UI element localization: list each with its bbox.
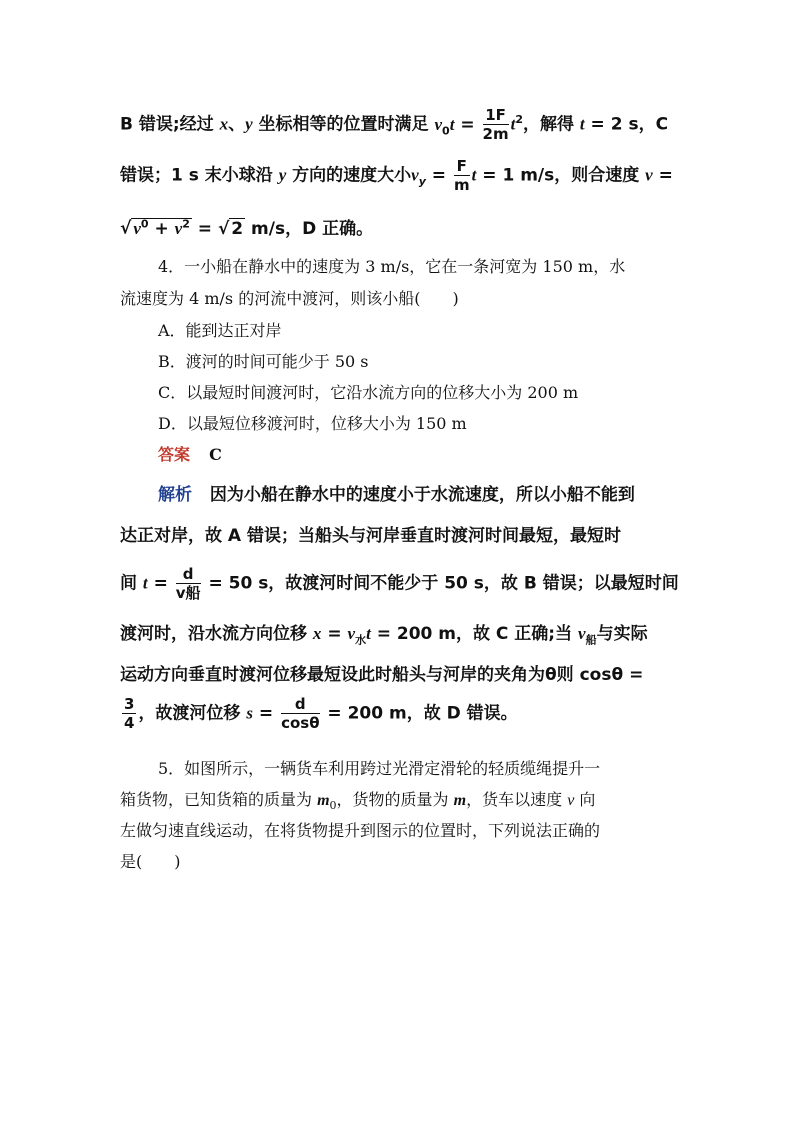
text: ，货车以速度: [466, 790, 568, 809]
q4-answer: [158, 442, 222, 465]
var-y: y: [278, 165, 287, 185]
denominator: m: [453, 176, 470, 194]
text: 因为小船在静水中的速度小于水流速度，所以小船不能到: [209, 485, 635, 505]
text: = 2 s，C: [584, 114, 669, 135]
q4-option-d: D．以最短位移渡河时，位移大小为 150 m: [158, 414, 467, 433]
var-x: x: [219, 114, 229, 134]
text: m/s，D 正确。: [251, 219, 374, 239]
numerator: 1F: [483, 106, 509, 125]
text: = 200 m，故 C 正确;当: [370, 624, 579, 644]
text: 渡河时，沿水流方向位移: [120, 624, 313, 644]
fraction: [122, 695, 136, 732]
q4-explain-line-2: 达正对岸，故 A 错误；当船头与河岸垂直时渡河时间最短，最短时: [120, 526, 621, 546]
text: 与实际: [596, 624, 648, 644]
var-v: v: [645, 165, 653, 185]
numerator: 3: [124, 695, 135, 713]
text: = 1 m/s，则合速度: [476, 165, 646, 186]
formula-v0t: $v_0t$ =: [434, 114, 475, 137]
text: 坐标相等的位置时满足: [252, 114, 429, 135]
text: 错误；1 s 末小球沿: [120, 165, 279, 186]
text: B 错误;经过: [120, 114, 220, 135]
numerator: d: [281, 695, 319, 714]
text: 方向的速度大小: [286, 165, 412, 186]
q4-option-c: C．以最短时间渡河时，它沿水流方向的位移大小为 200 m: [158, 383, 579, 402]
q4-stem-line-1: 4．一小船在静水中的速度为 3 m/s，它在一条河宽为 150 m，水: [158, 257, 626, 276]
q4-explain-line-5: 运动方向垂直时渡河位移最短设此时船头与河岸的夹角为θ则 cosθ =: [120, 665, 644, 685]
answer-value: C: [209, 445, 222, 464]
denominator: v船: [175, 584, 201, 602]
text: ，货物的质量为: [336, 790, 454, 809]
q4-option-b: B．渡河的时间可能少于 50 s: [158, 352, 369, 371]
fraction: [281, 695, 319, 732]
explain-label: 解析: [158, 485, 192, 505]
text: = 50 s，故渡河时间不能少于 50 s，故 B 错误；以最短时间: [202, 573, 679, 594]
text: ，解得: [522, 114, 580, 135]
q4-explain-line-3: 间 t = $\frac{d}{\text{v船}}$ = 50 s，故渡河时间不能少于 50 s，故 B 错误；以最短时间: [120, 565, 679, 602]
fraction: [483, 106, 509, 143]
prev-line-3: √ $v^0 + v^2$ = √ 2 m/s，D 正确。: [120, 217, 374, 239]
q4-explain-line-4: 渡河时，沿水流方向位移 $x = v_水t = 200$ m，故 C 正确;当 $v_船$与实际: [120, 624, 648, 647]
q4-explain-line-6: $\frac{3}{4}$ ，故渡河位移 s = $\frac{d}{\cos\theta}$ = 200 m，故 D 错误。: [124, 695, 518, 732]
fraction: [454, 157, 470, 194]
denominator: cosθ: [281, 714, 320, 732]
sqrt-expression: √ $v^0 + v^2$: [120, 217, 190, 239]
numerator: d: [176, 565, 201, 584]
q4-explain-line-1: [158, 480, 635, 505]
text: = 200 m，故 D 错误。: [321, 703, 518, 724]
prev-line-2: 错误；1 s 末小球沿 y 方向的速度大小$v_y$ = $\frac{F}{m}$ t = 1 m/s，则合速度 v =: [120, 157, 673, 194]
text: 箱货物，已知货箱的质量为: [120, 790, 318, 809]
q4-option-a: A．能到达正对岸: [158, 321, 282, 340]
fraction: [176, 565, 201, 602]
sqrt-2: √ 2: [217, 219, 244, 239]
q5-line-4: 是( ): [120, 852, 181, 871]
text: 向: [574, 790, 596, 809]
denominator: 2m: [482, 125, 509, 143]
q5-line-3: 左做匀速直线运动，在将货物提升到图示的位置时，下列说法正确的: [120, 821, 601, 840]
numerator: F: [454, 157, 470, 176]
q4-stem-line-2: 流速度为 4 m/s 的河流中渡河，则该小船( ): [120, 289, 459, 308]
q5-line-2: 箱货物，已知货箱的质量为 $m_0$，货物的质量为 m，货车以速度 v 向: [120, 790, 596, 813]
answer-label: 答案: [158, 445, 191, 464]
q5-line-1: 5．如图所示，一辆货车利用跨过光滑定滑轮的轻质缆绳提升一: [158, 759, 601, 778]
text: ，故渡河位移: [138, 703, 247, 724]
denominator: 4: [124, 714, 135, 732]
text: 间: [120, 573, 143, 594]
prev-line-1: B 错误;经过 x、y 坐标相等的位置时满足 $v_0t$ = $\frac{1F}{2m}$ $t^2$，解得 t = 2 s，C: [120, 106, 669, 143]
text: 、: [228, 114, 246, 135]
text: =: [652, 165, 673, 186]
var-y: y: [245, 114, 253, 134]
